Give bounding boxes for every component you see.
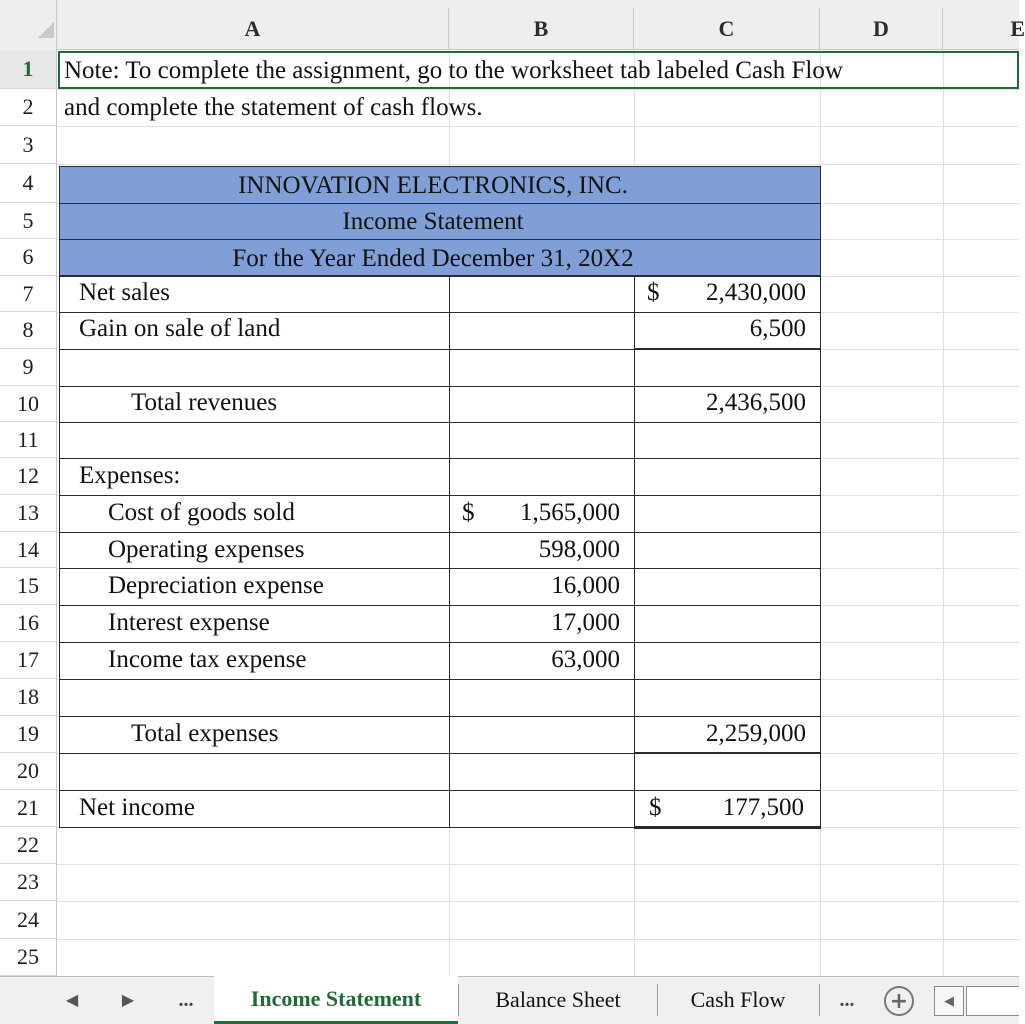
statement-cell[interactable] xyxy=(449,458,635,496)
row-header-3[interactable]: 3 xyxy=(0,126,57,164)
tab-cash-flow[interactable]: Cash Flow xyxy=(690,987,786,1012)
row-header-10[interactable]: 10 xyxy=(0,386,57,422)
total-revenues-value: 2,436,500 xyxy=(706,388,806,416)
statement-cell[interactable] xyxy=(634,679,821,717)
column-header-a[interactable]: A xyxy=(57,8,449,50)
row-header-23[interactable]: 23 xyxy=(0,864,57,901)
total-expenses-value: 2,259,000 xyxy=(706,719,806,747)
expense-label: Interest expense xyxy=(108,608,270,636)
total-underline xyxy=(634,752,821,754)
statement-cell[interactable] xyxy=(59,679,450,717)
net-income-currency: $ xyxy=(649,793,662,821)
statement-cell[interactable] xyxy=(634,495,821,533)
statement-cell[interactable] xyxy=(449,349,635,387)
row-header-24[interactable]: 24 xyxy=(0,901,57,939)
row-header-18[interactable]: 18 xyxy=(0,679,57,716)
column-header-c[interactable]: C xyxy=(634,8,820,50)
row-header-25[interactable]: 25 xyxy=(0,939,57,976)
statement-title: Income Statement xyxy=(342,208,524,235)
net-sales-label: Net sales xyxy=(79,278,170,306)
statement-cell[interactable] xyxy=(634,422,821,459)
statement-cell[interactable] xyxy=(634,458,821,496)
prev-sheet-icon[interactable]: ◀ xyxy=(65,992,79,1009)
next-sheet-icon[interactable]: ▶ xyxy=(121,992,135,1009)
statement-cell[interactable] xyxy=(449,716,635,754)
grid-line xyxy=(57,126,1019,127)
expense-value: 598,000 xyxy=(538,535,620,563)
statement-cell[interactable] xyxy=(449,753,635,791)
row-header-4[interactable]: 4 xyxy=(0,164,57,203)
column-header-e[interactable]: E xyxy=(1010,16,1025,41)
statement-cell[interactable] xyxy=(634,349,821,387)
row-header-12[interactable]: 12 xyxy=(0,458,57,495)
tab-income-statement[interactable]: Income Statement xyxy=(214,976,458,1024)
scroll-left-icon[interactable]: ◀ xyxy=(934,986,964,1016)
note-line-2: and complete the statement of cash flows. xyxy=(64,94,483,121)
net-income-label: Net income xyxy=(79,793,195,821)
horizontal-scrollbar[interactable] xyxy=(966,986,1019,1016)
statement-cell[interactable] xyxy=(449,422,635,459)
statement-cell[interactable] xyxy=(634,568,821,606)
grid-line xyxy=(943,50,944,976)
column-header-d[interactable]: D xyxy=(820,8,943,50)
row-header-9[interactable]: 9 xyxy=(0,349,57,386)
expense-label: Income tax expense xyxy=(108,645,307,673)
net-sales-value: 2,430,000 xyxy=(706,278,806,306)
statement-cell[interactable] xyxy=(634,532,821,569)
note-line-1: Note: To complete the assignment, go to the worksheet tab labeled Cash Flow xyxy=(64,56,843,84)
statement-period: For the Year Ended December 31, 20X2 xyxy=(232,245,634,272)
more-sheets-left[interactable]: ... xyxy=(178,988,194,1011)
total-underline xyxy=(634,348,821,350)
tab-balance-sheet[interactable]: Balance Sheet xyxy=(495,987,621,1012)
row-header-14[interactable]: 14 xyxy=(0,532,57,568)
expenses-heading: Expenses: xyxy=(79,461,181,489)
row-header-21[interactable]: 21 xyxy=(0,790,57,827)
expense-value: 1,565,000 xyxy=(520,498,620,526)
statement-cell[interactable] xyxy=(634,605,821,643)
grid-line xyxy=(57,939,1019,940)
statement-cell[interactable] xyxy=(449,276,635,313)
row-header-16[interactable]: 16 xyxy=(0,605,57,642)
expense-label: Operating expenses xyxy=(108,535,305,563)
row-header-6[interactable]: 6 xyxy=(0,239,57,276)
statement-cell[interactable] xyxy=(449,790,635,828)
row-header-2[interactable]: 2 xyxy=(0,89,57,126)
expense-currency: $ xyxy=(462,498,475,526)
row-header-11[interactable]: 11 xyxy=(0,422,57,458)
expense-label: Cost of goods sold xyxy=(108,498,295,526)
add-sheet-icon[interactable]: + xyxy=(884,986,914,1016)
statement-cell[interactable] xyxy=(449,386,635,423)
row-header-7[interactable]: 7 xyxy=(0,276,57,312)
expense-label: Depreciation expense xyxy=(108,571,324,599)
grid-line xyxy=(57,164,1019,165)
company-name: INNOVATION ELECTRONICS, INC. xyxy=(238,171,628,199)
more-sheets-right[interactable]: ... xyxy=(839,988,855,1011)
statement-cell[interactable] xyxy=(449,312,635,350)
total-revenues-label: Total revenues xyxy=(131,388,278,416)
row-header-15[interactable]: 15 xyxy=(0,568,57,605)
header-divider xyxy=(59,239,821,240)
statement-cell[interactable] xyxy=(634,753,821,791)
row-header-1[interactable]: 1 xyxy=(0,50,57,89)
expense-value: 16,000 xyxy=(551,571,620,599)
row-header-22[interactable]: 22 xyxy=(0,827,57,864)
tab-separator xyxy=(819,984,820,1016)
total-expenses-label: Total expenses xyxy=(131,719,279,747)
row-header-17[interactable]: 17 xyxy=(0,642,57,679)
statement-cell[interactable] xyxy=(59,349,450,387)
grid-line xyxy=(57,901,1019,902)
total-underline xyxy=(634,826,821,829)
row-header-20[interactable]: 20 xyxy=(0,753,57,790)
row-header-13[interactable]: 13 xyxy=(0,495,57,532)
statement-cell[interactable] xyxy=(449,679,635,717)
gain-value: 6,500 xyxy=(749,314,806,342)
row-header-19[interactable]: 19 xyxy=(0,716,57,753)
row-header-5[interactable]: 5 xyxy=(0,203,57,239)
statement-cell[interactable] xyxy=(59,753,450,791)
expense-value: 63,000 xyxy=(551,645,620,673)
grid-line xyxy=(57,864,1019,865)
gain-label: Gain on sale of land xyxy=(79,314,281,342)
net-income-value: 177,500 xyxy=(722,793,804,821)
statement-cell[interactable] xyxy=(59,422,450,459)
select-all-triangle-icon xyxy=(38,22,54,38)
net-sales-currency: $ xyxy=(647,278,660,306)
row-header-8[interactable]: 8 xyxy=(0,312,57,349)
expense-value: 17,000 xyxy=(551,608,620,636)
statement-cell[interactable] xyxy=(634,642,821,680)
column-header-b[interactable]: B xyxy=(449,8,634,50)
